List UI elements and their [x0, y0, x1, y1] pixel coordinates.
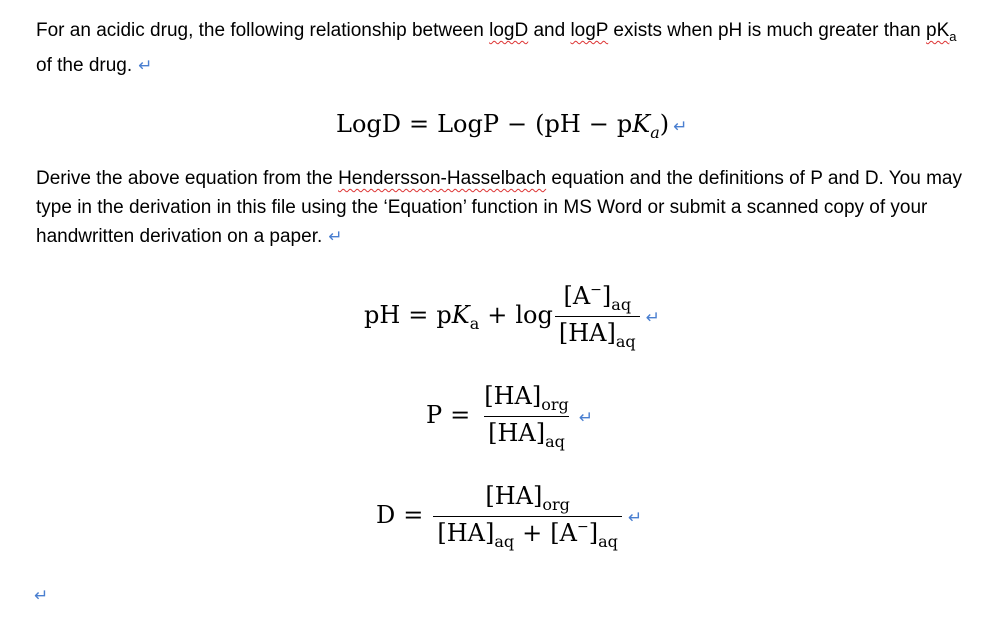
fraction: $\frac{[HA]_{org}}{[HA]_{aq}}$ — [484, 382, 569, 451]
equation-p: P = $\frac{[HA]_{org}}{[HA]_{aq}}$ ↵ — [426, 382, 594, 451]
paragraph-mark-icon: ↵ — [645, 308, 660, 327]
equation-henderson: pH = $pK_a + \log$ $\frac{[A^-]_{aq}}{[HA]_{aq}}$ ↵ — [364, 282, 660, 351]
instr-text-1: Derive the above equation from the — [36, 168, 339, 189]
intro-text-4: of the drug. — [36, 54, 133, 76]
paragraph-mark-icon: ↵ — [627, 508, 643, 527]
fraction: $\frac{[HA]_{org}}{[HA]_{aq} + [A^-]_{aq}}$ — [433, 482, 621, 551]
spell-pka[interactable]: $pK_a$ — [926, 20, 957, 44]
spell-logd[interactable]: logD — [489, 20, 529, 41]
paragraph-mark-icon: ↵ — [34, 586, 49, 605]
equation-d: D = $\frac{[HA]_{org}}{[HA]_{aq} + [A^-]_{aq}}$ ↵ — [376, 482, 643, 551]
spell-hendersson[interactable]: Hendersson-Hasselbach — [338, 168, 547, 189]
paragraph-mark-icon: ↵ — [138, 55, 153, 75]
paragraph-mark-icon: ↵ — [328, 227, 343, 246]
instructions-paragraph — [36, 164, 966, 251]
instr-text-2: equation and the definitions of P and D. You may type in the derivation in this file using the ‘Equation’ function in MS Word or submit a scanned copy of your handwritten derivation on a paper. — [36, 168, 962, 247]
spell-logp[interactable]: logP — [570, 20, 609, 41]
equation-logd: LogD = LogP − $(pH - pK_a)$ ↵ — [336, 110, 688, 142]
intro-text-2: and — [528, 20, 571, 41]
paragraph-mark-icon: ↵ — [673, 117, 688, 136]
intro-paragraph — [36, 16, 966, 80]
paragraph-mark-icon: ↵ — [578, 408, 594, 427]
fraction: $\frac{[A^-]_{aq}}{[HA]_{aq}}$ — [555, 282, 640, 351]
intro-text-3: exists when pH is much greater than — [608, 20, 927, 41]
intro-text-1: For an acidic drug, the following relationship between — [36, 20, 490, 41]
